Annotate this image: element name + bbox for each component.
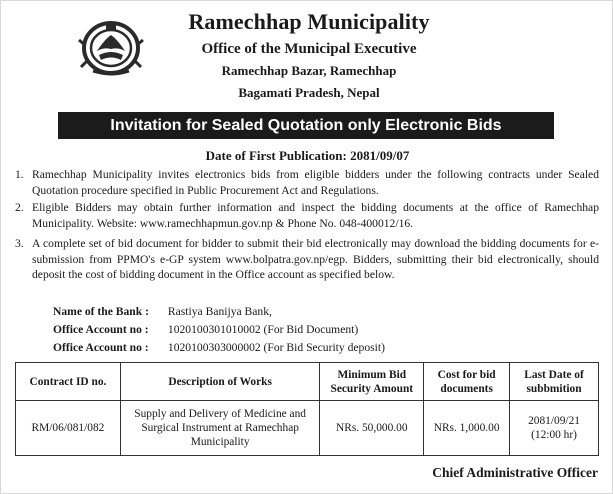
bank-name-label: Name of the Bank : xyxy=(53,305,149,318)
municipality-name: Ramechhap Municipality xyxy=(188,9,430,34)
last-date-cell: 2081/09/21 (12:00 hr) xyxy=(510,401,599,456)
bank-account-row xyxy=(53,340,385,355)
bank-account-label: Office Account no : xyxy=(53,323,149,336)
notice-banner: Invitation for Sealed Quotation only Electronic Bids xyxy=(58,112,554,139)
nepal-government-emblem-icon xyxy=(75,15,147,77)
bank-name-row xyxy=(53,304,272,319)
address-line-2: Bagamati Pradesh, Nepal xyxy=(238,85,380,100)
column-header: Contract ID no. xyxy=(16,363,121,401)
bids-table xyxy=(15,362,599,456)
point-text: Ramechhap Municipality invites electronics bids from eligible bidders under the following contracts under Sealed Quotation procedure specified in Public Procurement Act and Regulations. xyxy=(32,168,599,197)
contract-id-cell: RM/06/081/082 xyxy=(16,401,121,456)
column-header: Minimum Bid Security Amount xyxy=(320,363,424,401)
column-header: Cost for bid documents xyxy=(424,363,510,401)
bank-account-value: 1020100303000002 (For Bid Security deposit) xyxy=(167,341,385,354)
point-number: 1. xyxy=(15,168,24,181)
address-line-1: Ramechhap Bazar, Ramechhap xyxy=(221,63,397,78)
table-header-row xyxy=(16,363,599,401)
description-cell: Supply and Delivery of Medicine and Surgical Instrument at Ramechhap Municipality xyxy=(120,401,319,456)
column-header: Description of Works xyxy=(120,363,319,401)
point-text: A complete set of bid document for bidder to submit their bid electronically may download the bidding documents for e-submission from PPMO's e-GP system www.bolpatra.gov.np/egp. Bidders, submitting their bid electronically, should deposit the cost of bidding document in the Office account as specified below. xyxy=(32,237,599,281)
bank-account-row xyxy=(53,322,358,337)
bank-account-value: 1020100301010002 (For Bid Document) xyxy=(167,323,359,336)
table-row xyxy=(16,401,599,456)
point-number: 3. xyxy=(15,237,24,250)
bid-security-cell: NRs. 50,000.00 xyxy=(320,401,424,456)
point-number: 2. xyxy=(15,201,24,214)
notice-point xyxy=(15,236,599,283)
notice-point xyxy=(15,200,599,231)
bank-account-label: Office Account no : xyxy=(53,341,149,354)
signoff-title: Chief Administrative Officer xyxy=(432,465,598,480)
notice-point xyxy=(15,167,599,198)
bank-name-value: Rastiya Banijya Bank, xyxy=(167,305,272,318)
office-name: Office of the Municipal Executive xyxy=(201,41,417,57)
point-text: Eligible Bidders may obtain further information and inspect the bidding documents at the office of Ramechhap Municipality. Website: www.ramechhapmun.gov.np & Phone No. 048-400012/16. xyxy=(32,201,599,230)
column-header: Last Date of subbmition xyxy=(510,363,599,401)
publication-date: Date of First Publication: 2081/09/07 xyxy=(205,148,410,163)
document-cost-cell: NRs. 1,000.00 xyxy=(424,401,510,456)
